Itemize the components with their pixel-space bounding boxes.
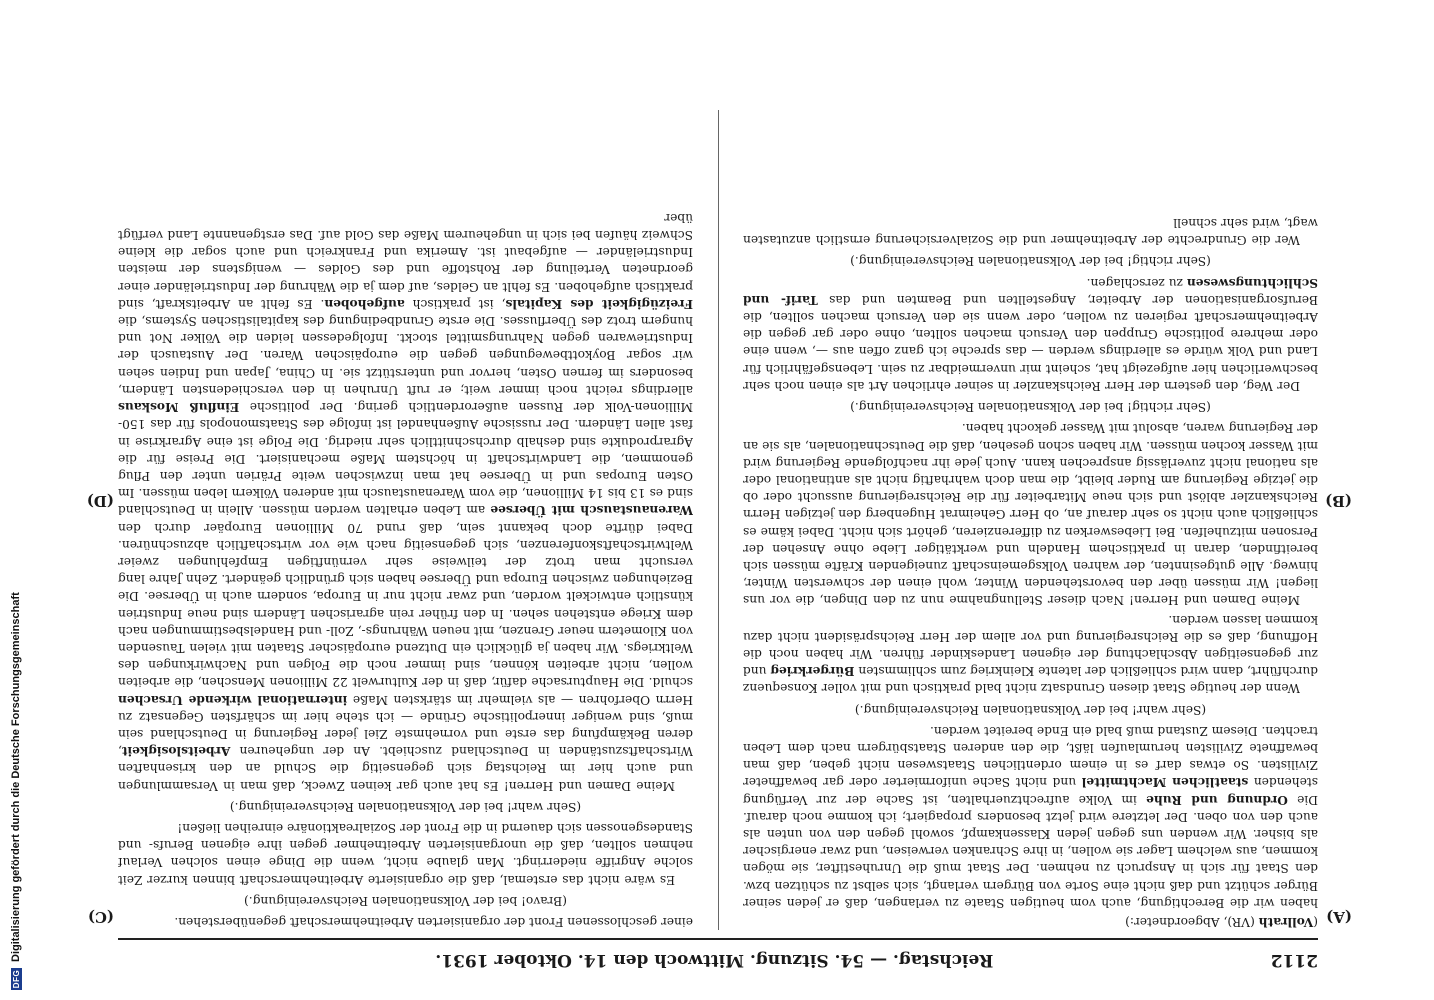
- speech-paragraph: Wer die Grundrechte der Arbeitnehmer und die Sozialversicherung ernstlich anzutasten wagt, wird sehr schnell: [743, 216, 1318, 248]
- speech-paragraph: Es wäre nicht das erstemal, daß die organisierte Arbeitnehmerschaft binnen kurzer Zeit solche Angriffe niederringt. Man glaube nicht, wenn die Dinge einen solchen Verlauf nehmen sollten, daß die unorganisierten Arbeitnehmer gegen ihre eigenen Berufs- und Standesgenossen sich dauernd in die Front der Sozialreaktionäre einreihen ließen!: [118, 820, 693, 887]
- text-run: Der Weg, den gestern der Herr Reichskanzler in seiner ehrlichen Art als einen noch sehr beschwerlichen hier aufgezeigt hat, scheint mir unvermeidbar zu sein. Lebensgefährlich für Land und Volk würde es allerdings werden — das spreche ich ganz offen aus —, wenn eine oder mehrere politische Gruppen den Versuch machen sollten, ohne oder gar gegen die Arbeitnehmerschaft regieren zu wollen, oder wenn sie den Versuch machen sollten, die Berufsorganisationen der Arbeiter, Angestellten und Beamten und das: [743, 292, 1318, 393]
- margin-mark-a: (A): [1326, 908, 1352, 926]
- text-run: , ist praktisch: [412, 296, 506, 311]
- page-title: Reichstag. — 54. Sitzung. Mittwoch den 14. Oktober 1931.: [435, 950, 994, 970]
- text-run: und nicht Sache uniformierter oder gar bewaffneter Zivilisten. So etwas darf es in einem ordentlichen Staatswesen nicht geben, daß man bewaffnete Zivilisten herumlaufen läßt, die den anderen Staatsbürgern nach dem Leben trachten. Diesem Zustand muß bald ein Ende bereitet werden.: [743, 723, 1318, 790]
- text-run: Meine Damen und Herren! Es hat auch gar keinen Zweck, daß man in Versammlungen und auch hier im Reichstag sich gegenseitig die Schuld an den krisenhaften Wirtschaftszuständen in Deutschland zuschiebt. An der ungeheuren: [118, 744, 693, 793]
- interjection: (Sehr richtig! bei der Volksnationalen Reichsvereinigung.): [850, 254, 1211, 269]
- emphasis-run: international wirkende Ursachen: [118, 692, 348, 707]
- speech-paragraph: Meine Damen und Herren! Nach dieser Stellungnahme nun zu den Dingen, die vor uns liegen! Wir müssen über den bevorstehenden Winter, wohl einen der schwersten Winter, hinweg. Alle gutgesinnten, der wahren Volksgemeinschaft zuneigenden Kräfte müssen sich bereitfinden, daran in praktischem Handeln und werktätiger Liebe ohne Ansehen der Personen mitzuhelfen. Bei Liebeswerken zu differenzieren, gehört sich nicht. Dabei käme es schließlich auch nicht so sehr darauf an, ob Herr Geheimrat Hugenberg den jetzigen Herrn Reichskanzler ablöst und sich neue Mitarbeiter für die Reichsregierung aussucht oder ob die jetzige Regierung am Ruder bleibt, die man doch wahrhaftig nicht als antinational oder als national nicht zuverlässig ansprechen kann. Auch jede ihr nachfolgende Regierung wird mit Wasser kochen müssen. Wir haben schon gesehen, daß die Deutschnationalen, als sie an der Regierung waren, absolut mit Wasser gekocht haben.: [743, 421, 1318, 608]
- text-run: allerdings reicht noch immer weit; er ruft Unruhen in den verschiedensten Ländern, besonders im fernen Osten, hervor und unterstützt sie. In China, Japan und Indien sehen wir sogar Boykottbewegungen gegen die europäischen Waren. Der Austausch der Industriewaren gegen Nahrungsmittel stockt. Infolgedessen leiden die Völker Not und hungern trotz des Überflusses. Die erste Grundbedingung des kapitalistischen Systems, die: [118, 314, 693, 397]
- margin-mark-c: (C): [87, 908, 114, 926]
- text-run: schuld. Die Hauptursache dafür, daß in der Kulturwelt 22 Millionen Menschen, die arbeiten wollen, nicht arbeiten können, sind immer noch die Folgen und Nachwirkungen des Weltkriegs. Wir haben ja glücklich ein Dutzend europäischer Staaten mit vielen Tausenden von Kilometern neuer Grenzen, mit neuen Währungs-, Zoll- und Handelsbestimmungen nach dem Kriege entstehen sehen. In den früher rein agrarischen Ländern sind neue Industrien künstlich entwickelt worden, und zwar nicht nur in Europa, sondern auch in Übersee. Die Beziehungen zwischen Europa und Übersee haben sich gründlich geändert. Zehn Jahre lang versucht man trotz der teilweise sehr vernünftigen Empfehlungen zweier Weltwirtschaftskonferenzen, sich gegenseitig nach wie vor wirtschaftlich abzuschnüren. Dabei dürfte doch bekannt sein, daß rund 70 Millionen Europäer durch den: [118, 520, 693, 690]
- speaker-name: Vollrath: [1258, 915, 1314, 929]
- speech-paragraph: (Vollrath (VR), Abgeordneter:): [1125, 915, 1318, 929]
- header-rule: [118, 938, 1318, 940]
- emphasis-run: staatlichen Machtmittel: [1081, 775, 1249, 790]
- footer-text: Digitalisierung gefördert durch die Deutsche Forschungsgemeinschaft: [10, 592, 22, 962]
- speaker-party: (VR), Abgeordneter:: [1129, 915, 1259, 929]
- text-run: im Volke aufrechtzuerhalten, ist Sache der zur Verfügung stehenden: [743, 775, 1318, 807]
- text-run: Wenn der heutige Staat diesen Grundsatz nicht bald praktisch und mit voller Konsequenz durchführt, dann wird schließlich der latente Kleinkrieg zum schlimmsten: [743, 664, 1318, 696]
- text-run: und zur gegenseitigen Abschlachtung der eigenen Landeskinder führen. Wir haben noch die Hoffnung, daß es die Reichsregierung und vor allem der Herr Reichspräsident nicht dazu kommen lassen werden.: [743, 612, 1318, 679]
- margin-mark-b: (B): [1325, 492, 1352, 510]
- emphasis-run: Tarif- und Schlichtungswesen: [743, 275, 1318, 307]
- interjection: (Sehr richtig! bei der Volksnationalen Reichsvereinigung.): [850, 400, 1211, 415]
- text-run: haben wir die Berechtigung, auch vom heutigen Staate zu verlangen, daß er jeden seiner Bürger schützt und daß nicht eine Sorte von Bürgern verlangt, sich selbst zu schützen bzw. den Staat für sich in Anspruch zu nehmen. Der Staat muß die Unruhestifter, sie mögen kommen, aus welchem Lager sie wollen, in ihre Schranken verweisen, und zwar energischer als bisher. Wir wenden uns gegen jeden Klassenkampf, sowohl gegen den von unten als auch den von oben. Der letztere wird jetzt besonders propagiert; ich komme noch darauf. Die: [743, 792, 1318, 910]
- emphasis-run: Warenaustausch mit Übersee: [490, 503, 693, 518]
- text-run: . Es fehlt an Arbeitskraft, sind praktisch aufgehoben. Es fehlt an Geldes, auf dem ja die Währung der Industrieländer einer geordneten Verteilung der Rohstoffe und des Goldes — wenigstens der meisten Industrieländer — aufgebaut ist. Amerika und Frankreich und auch sogar die kleine Schweiz häufen bei sich in ungeheurem Maße das Gold auf. Das erstgenannte Land verfügt über: [118, 210, 693, 311]
- interjection: (Sehr wahr! bei der Volksnationalen Reichsvereinigung.): [229, 799, 582, 814]
- footer-inner: [10, 592, 22, 990]
- emphasis-run: Freizügigkeit des Kapitals: [505, 296, 693, 311]
- dfg-logo: DFG: [11, 969, 21, 989]
- emphasis-run: Bürgerkrieg: [770, 664, 855, 679]
- interjection: (Sehr wahr! bei der Volksnationalen Reichsvereinigung.): [854, 702, 1207, 717]
- emphasis-run: Einfluß Moskaus: [118, 400, 240, 415]
- emphasis-run: aufgehoben: [324, 296, 405, 311]
- speech-paragraph: [743, 273, 1318, 393]
- text-column-right: [118, 110, 693, 930]
- emphasis-run: Arbeitslosigkeit: [121, 744, 231, 759]
- interjection: (Bravo! bei der Volksnationalen Reichsvereinigung.): [244, 893, 567, 908]
- text-run: am Leben erhalten werden müssen. Allein in Deutschland sind es 13 bis 14 Millionen, die vom Warenaustausch mit anderen Völkern leben müssen. Im Osten Europas und in Übersee hat man inzwischen weite Prärien unter den Pflug genommen, die Landwirtschaft in höchstem Maße mechanisiert. Die Preise für die Agrarprodukte sind deshalb durchschnittlich sehr niedrig. Die Folge ist eine Agrarkrise in fast allen Ländern. Der russische Außenhandel ist infolge des Staatsmonopols für das 150-Millionen-Volk der Russen außerordentlich gering. Der politische: [118, 400, 693, 518]
- page-header: [118, 944, 1318, 970]
- text-run: zu zerschlagen.: [1086, 275, 1187, 290]
- newspaper-page: [86, 110, 1352, 970]
- digitization-footer: [0, 0, 22, 1000]
- speech-paragraph: einer geschlossenen Front der organisierten Arbeitnehmerschaft gegenüberstehen.: [174, 915, 693, 929]
- page-number: 2112: [1270, 950, 1318, 970]
- speech-paragraph: [743, 610, 1318, 696]
- speech-paragraph: [743, 722, 1318, 911]
- text-run: , deren Bekämpfung das erste und vornehmste Ziel jeder Regierung in Deutschland sein muß, sind weniger innerpolitische Gründe — ich stehe hier im schärfsten Gegensatz zu Herrn Oberfohren — als vielmehr im stärksten Maße: [118, 692, 693, 759]
- speech-paragraph: [118, 209, 693, 794]
- text-column-left: [743, 110, 1318, 930]
- column-divider: [718, 110, 719, 930]
- emphasis-run: Ordnung und Ruhe: [1146, 792, 1288, 807]
- margin-mark-d: (D): [86, 492, 114, 510]
